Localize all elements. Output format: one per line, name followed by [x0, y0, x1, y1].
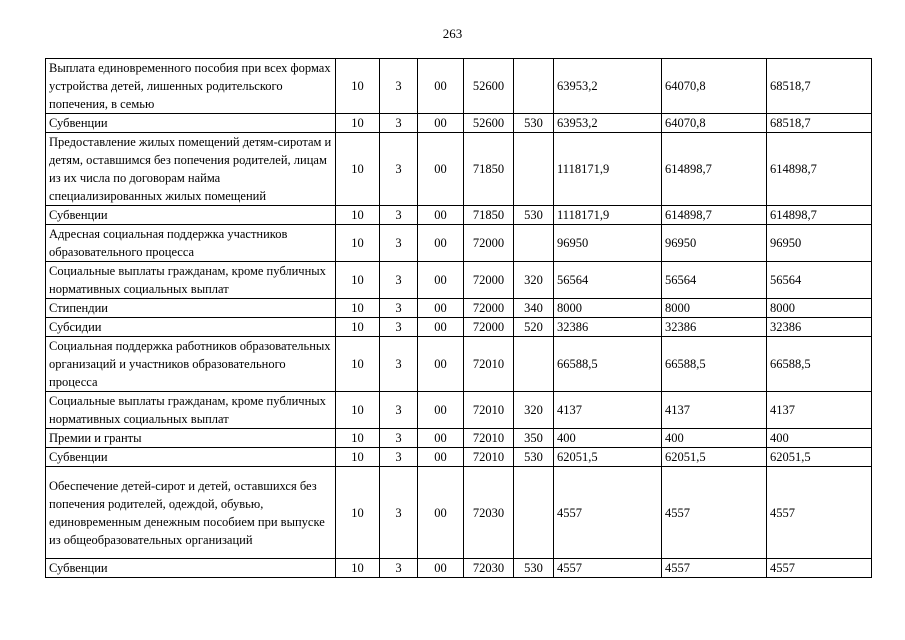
row-amount-year-1: 63953,2 — [554, 114, 662, 133]
row-subsection: 3 — [380, 318, 418, 337]
row-name: Субвенции — [46, 206, 336, 225]
row-target-code: 72000 — [464, 318, 514, 337]
row-expense-type: 320 — [514, 262, 554, 299]
row-amount-year-2: 66588,5 — [662, 337, 767, 392]
row-expense-type — [514, 467, 554, 559]
row-target-code: 71850 — [464, 206, 514, 225]
row-subsection: 3 — [380, 429, 418, 448]
row-amount-year-3: 4557 — [767, 467, 872, 559]
row-name: Адресная социальная поддержка участников образовательного процесса — [46, 225, 336, 262]
row-amount-year-3: 68518,7 — [767, 114, 872, 133]
row-expense-type — [514, 59, 554, 114]
row-section: 10 — [336, 225, 380, 262]
row-section: 10 — [336, 262, 380, 299]
table-row — [46, 299, 872, 318]
row-name: Обеспечение детей-сирот и детей, оставшихся без попечения родителей, одеждой, обувью, единовременным денежным пособием при выпуске из общеобразовательных организаций — [46, 467, 336, 559]
row-target-prefix: 00 — [418, 337, 464, 392]
row-amount-year-1: 63953,2 — [554, 59, 662, 114]
row-name: Субвенции — [46, 559, 336, 578]
row-section: 10 — [336, 392, 380, 429]
row-target-code: 72030 — [464, 467, 514, 559]
row-amount-year-1: 400 — [554, 429, 662, 448]
row-section: 10 — [336, 448, 380, 467]
row-expense-type: 350 — [514, 429, 554, 448]
row-amount-year-2: 8000 — [662, 299, 767, 318]
table-row — [46, 59, 872, 114]
table-row — [46, 225, 872, 262]
row-target-prefix: 00 — [418, 392, 464, 429]
row-amount-year-1: 4557 — [554, 467, 662, 559]
table-row — [46, 318, 872, 337]
row-expense-type: 340 — [514, 299, 554, 318]
row-section: 10 — [336, 114, 380, 133]
row-subsection: 3 — [380, 59, 418, 114]
table-body — [46, 59, 872, 578]
row-amount-year-2: 64070,8 — [662, 114, 767, 133]
row-name: Социальные выплаты гражданам, кроме публичных нормативных социальных выплат — [46, 392, 336, 429]
budget-table — [45, 58, 872, 578]
row-target-prefix: 00 — [418, 262, 464, 299]
row-section: 10 — [336, 206, 380, 225]
row-expense-type: 530 — [514, 206, 554, 225]
row-amount-year-3: 96950 — [767, 225, 872, 262]
row-name: Субсидии — [46, 318, 336, 337]
row-expense-type: 520 — [514, 318, 554, 337]
row-subsection: 3 — [380, 467, 418, 559]
row-target-code: 71850 — [464, 133, 514, 206]
row-amount-year-3: 8000 — [767, 299, 872, 318]
table-row — [46, 337, 872, 392]
row-name: Стипендии — [46, 299, 336, 318]
row-expense-type: 530 — [514, 559, 554, 578]
row-target-prefix: 00 — [418, 318, 464, 337]
row-amount-year-3: 66588,5 — [767, 337, 872, 392]
row-subsection: 3 — [380, 337, 418, 392]
row-expense-type — [514, 133, 554, 206]
row-expense-type: 530 — [514, 448, 554, 467]
row-amount-year-2: 32386 — [662, 318, 767, 337]
row-section: 10 — [336, 299, 380, 318]
row-target-prefix: 00 — [418, 59, 464, 114]
row-subsection: 3 — [380, 225, 418, 262]
row-subsection: 3 — [380, 299, 418, 318]
row-amount-year-2: 4557 — [662, 559, 767, 578]
row-target-code: 72000 — [464, 299, 514, 318]
row-subsection: 3 — [380, 559, 418, 578]
row-amount-year-3: 56564 — [767, 262, 872, 299]
row-name: Предоставление жилых помещений детям-сиротам и детям, оставшимся без попечения родителей, лицам из их числа по договорам найма специализированных жилых помещений — [46, 133, 336, 206]
row-amount-year-3: 400 — [767, 429, 872, 448]
row-amount-year-2: 4137 — [662, 392, 767, 429]
row-amount-year-2: 62051,5 — [662, 448, 767, 467]
row-amount-year-3: 4137 — [767, 392, 872, 429]
row-amount-year-2: 400 — [662, 429, 767, 448]
row-target-code: 72030 — [464, 559, 514, 578]
row-amount-year-3: 68518,7 — [767, 59, 872, 114]
row-amount-year-1: 4137 — [554, 392, 662, 429]
row-target-code: 52600 — [464, 114, 514, 133]
row-target-code: 72010 — [464, 392, 514, 429]
row-target-code: 72010 — [464, 337, 514, 392]
table-row — [46, 448, 872, 467]
row-amount-year-3: 614898,7 — [767, 133, 872, 206]
row-amount-year-2: 614898,7 — [662, 206, 767, 225]
row-subsection: 3 — [380, 262, 418, 299]
row-expense-type — [514, 337, 554, 392]
row-amount-year-2: 64070,8 — [662, 59, 767, 114]
row-name: Премии и гранты — [46, 429, 336, 448]
table-row — [46, 206, 872, 225]
row-expense-type: 320 — [514, 392, 554, 429]
row-name: Субвенции — [46, 114, 336, 133]
row-subsection: 3 — [380, 206, 418, 225]
row-target-prefix: 00 — [418, 133, 464, 206]
row-target-prefix: 00 — [418, 206, 464, 225]
row-amount-year-3: 32386 — [767, 318, 872, 337]
row-target-code: 72000 — [464, 262, 514, 299]
row-amount-year-1: 96950 — [554, 225, 662, 262]
table-row — [46, 429, 872, 448]
row-expense-type — [514, 225, 554, 262]
row-amount-year-1: 1118171,9 — [554, 206, 662, 225]
row-name: Социальные выплаты гражданам, кроме публичных нормативных социальных выплат — [46, 262, 336, 299]
row-target-code: 72010 — [464, 429, 514, 448]
row-target-prefix: 00 — [418, 429, 464, 448]
row-amount-year-1: 8000 — [554, 299, 662, 318]
row-amount-year-3: 4557 — [767, 559, 872, 578]
row-amount-year-2: 96950 — [662, 225, 767, 262]
table-row — [46, 262, 872, 299]
row-target-prefix: 00 — [418, 225, 464, 262]
row-target-prefix: 00 — [418, 114, 464, 133]
row-target-prefix: 00 — [418, 299, 464, 318]
row-target-code: 52600 — [464, 59, 514, 114]
row-amount-year-1: 32386 — [554, 318, 662, 337]
row-target-prefix: 00 — [418, 467, 464, 559]
row-amount-year-1: 62051,5 — [554, 448, 662, 467]
row-amount-year-2: 614898,7 — [662, 133, 767, 206]
row-target-prefix: 00 — [418, 559, 464, 578]
row-name: Субвенции — [46, 448, 336, 467]
row-name: Выплата единовременного пособия при всех формах устройства детей, лишенных родительского попечения, в семью — [46, 59, 336, 114]
row-subsection: 3 — [380, 133, 418, 206]
row-section: 10 — [336, 467, 380, 559]
row-amount-year-3: 614898,7 — [767, 206, 872, 225]
table-row — [46, 392, 872, 429]
row-expense-type: 530 — [514, 114, 554, 133]
row-target-code: 72000 — [464, 225, 514, 262]
row-target-prefix: 00 — [418, 448, 464, 467]
table-row — [46, 114, 872, 133]
row-amount-year-1: 1118171,9 — [554, 133, 662, 206]
row-subsection: 3 — [380, 114, 418, 133]
row-subsection: 3 — [380, 392, 418, 429]
row-amount-year-1: 4557 — [554, 559, 662, 578]
row-amount-year-1: 56564 — [554, 262, 662, 299]
row-amount-year-1: 66588,5 — [554, 337, 662, 392]
table-row — [46, 559, 872, 578]
row-amount-year-2: 4557 — [662, 467, 767, 559]
row-section: 10 — [336, 318, 380, 337]
row-name: Социальная поддержка работников образовательных организаций и участников образовательного процесса — [46, 337, 336, 392]
table-row — [46, 133, 872, 206]
row-section: 10 — [336, 429, 380, 448]
row-section: 10 — [336, 559, 380, 578]
row-amount-year-3: 62051,5 — [767, 448, 872, 467]
row-section: 10 — [336, 337, 380, 392]
page-number: 263 — [442, 26, 463, 41]
row-amount-year-2: 56564 — [662, 262, 767, 299]
row-section: 10 — [336, 59, 380, 114]
table-row — [46, 467, 872, 559]
row-subsection: 3 — [380, 448, 418, 467]
row-section: 10 — [336, 133, 380, 206]
row-target-code: 72010 — [464, 448, 514, 467]
